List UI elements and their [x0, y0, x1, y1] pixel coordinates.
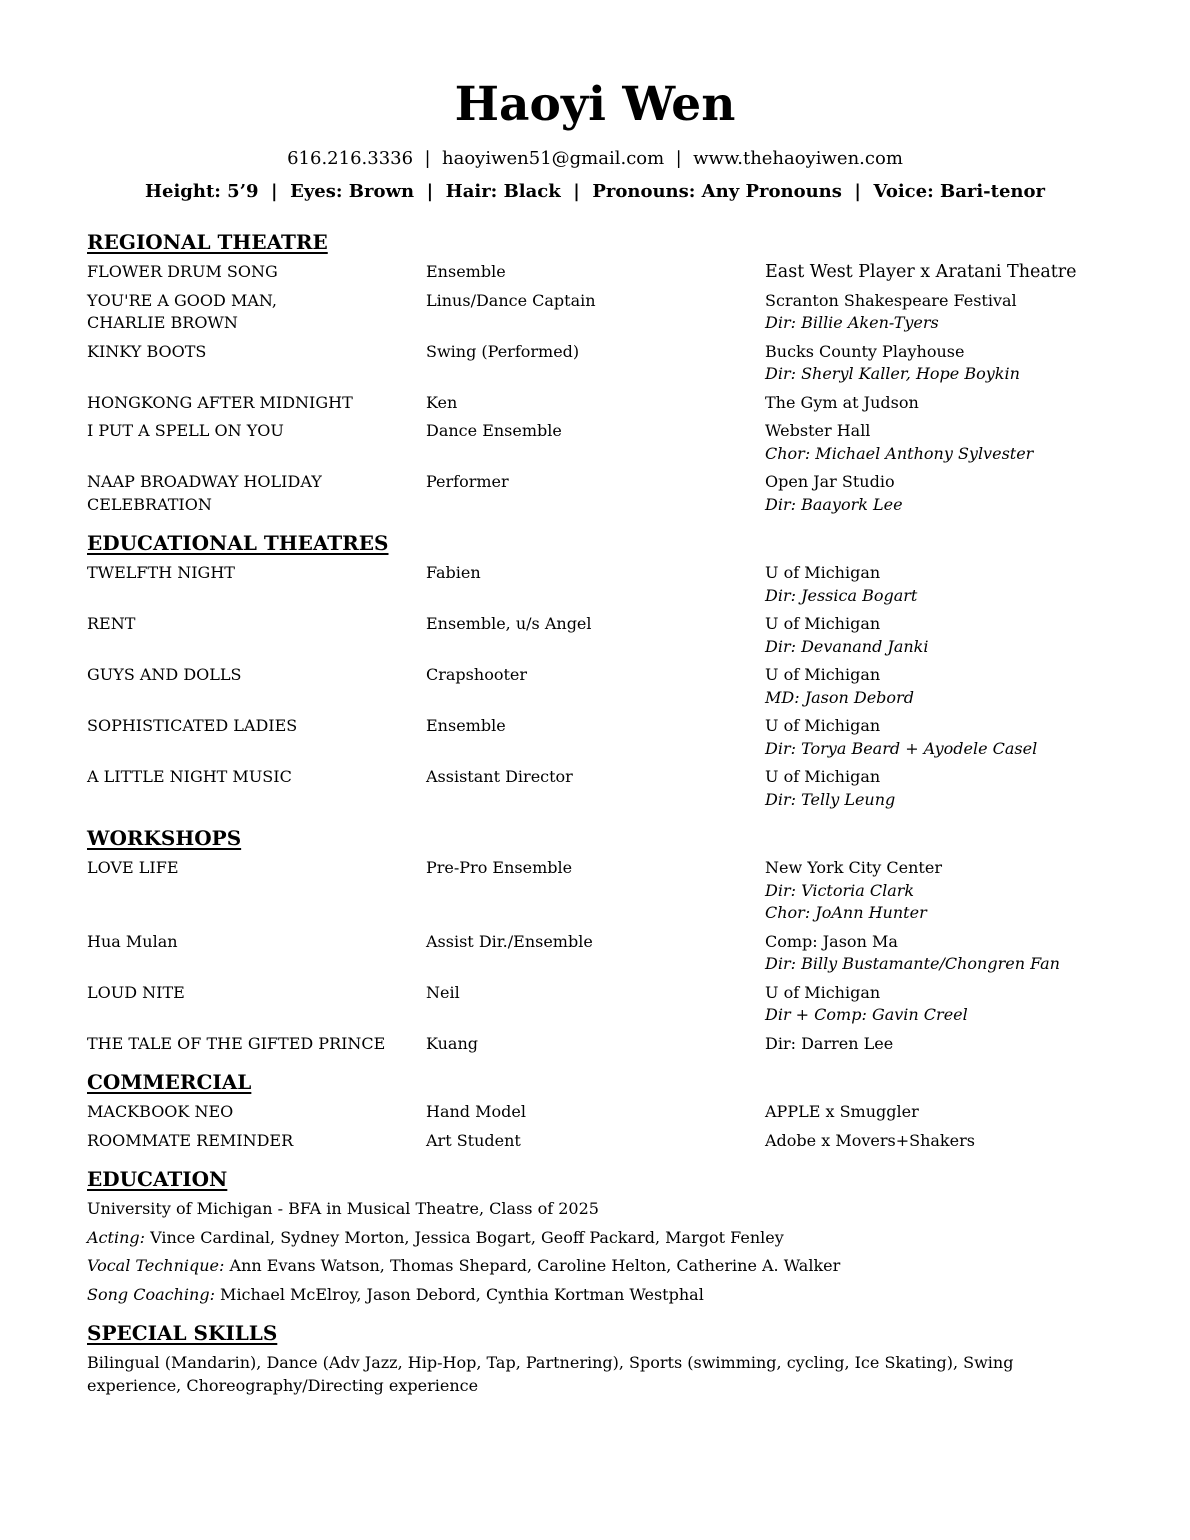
credit-show-line: CHARLIE BROWN: [87, 313, 238, 332]
credit-row: [87, 471, 1107, 516]
credit-row: [87, 857, 1107, 925]
section-title: REGIONAL THEATRE: [87, 230, 328, 254]
credit-show: I PUT A SPELL ON YOU: [87, 421, 284, 440]
credit-role: Crapshooter: [426, 665, 527, 684]
venue-name: U of Michigan: [765, 665, 881, 684]
section-title: WORKSHOPS: [87, 826, 242, 850]
credit-show: [87, 471, 426, 516]
credit-role: Ken: [426, 392, 458, 412]
education-degree: University of Michigan - BFA in Musical Theatre, Class of 2025: [87, 1199, 599, 1218]
credit-director: Dir: Torya Beard + Ayodele Casel: [765, 738, 1038, 758]
credit-director: Dir: Baayork Lee: [765, 494, 903, 514]
section-educational-theatres: [87, 529, 1107, 811]
credit-director: Dir: Billie Aken-Tyers: [765, 313, 939, 332]
credit-row: [87, 261, 1107, 284]
credit-role: Assist Dir./Ensemble: [426, 931, 593, 951]
venue-name: Bucks County Playhouse: [765, 341, 965, 361]
section-title: SPECIAL SKILLS: [87, 1321, 278, 1345]
credit-venue: [765, 931, 1107, 976]
credit-venue: [765, 341, 1107, 386]
credit-show-line: CELEBRATION: [87, 494, 212, 514]
credit-role: Ensemble: [426, 262, 506, 281]
credit-row: [87, 664, 1107, 709]
venue-name: Webster Hall: [765, 421, 871, 440]
credit-show-line: NAAP BROADWAY HOLIDAY: [87, 472, 322, 491]
credit-role: Dance Ensemble: [426, 421, 562, 440]
credit-row: [87, 1101, 1107, 1124]
venue-name: U of Michigan: [765, 982, 881, 1002]
venue-name: New York City Center: [765, 858, 942, 877]
credit-show: SOPHISTICATED LADIES: [87, 716, 298, 735]
credit-show: MACKBOOK NEO: [87, 1102, 234, 1121]
credit-show: RENT: [87, 614, 136, 633]
training-line: [87, 1284, 1107, 1307]
credit-show: KINKY BOOTS: [87, 341, 207, 361]
credit-show: Hua Mulan: [87, 931, 178, 951]
credit-venue: APPLE x Smuggler: [765, 1102, 919, 1121]
credit-venue: [765, 562, 1107, 607]
credit-venue: [765, 471, 1107, 516]
credit-venue: [765, 290, 1107, 335]
credit-venue: [765, 664, 1107, 709]
credit-director: Dir: Telly Leung: [765, 789, 896, 809]
credit-row: [87, 420, 1107, 465]
credit-row: [87, 562, 1107, 607]
training-label: Acting:: [87, 1227, 145, 1247]
credit-choreographer: Chor: JoAnn Hunter: [765, 903, 927, 922]
section-regional-theatre: [87, 228, 1107, 516]
credit-director: Dir: Victoria Clark: [765, 880, 915, 900]
credit-show: THE TALE OF THE GIFTED PRINCE: [87, 1033, 386, 1053]
credit-venue: [765, 420, 1107, 465]
credit-role: Swing (Performed): [426, 341, 580, 361]
section-title: EDUCATION: [87, 1167, 228, 1191]
training-teachers: Michael McElroy, Jason Debord, Cynthia Kortman Westphal: [214, 1284, 704, 1304]
venue-name: Scranton Shakespeare Festival: [765, 290, 1017, 310]
training-teachers: Ann Evans Watson, Thomas Shepard, Caroline Helton, Catherine A. Walker: [224, 1256, 841, 1275]
credit-row: [87, 613, 1107, 658]
credit-venue: [765, 715, 1107, 760]
credit-director: Dir: Sheryl Kaller, Hope Boykin: [765, 364, 1020, 383]
venue-name: U of Michigan: [765, 767, 881, 786]
resume-name: Haoyi Wen: [454, 77, 736, 132]
credit-role: Kuang: [426, 1033, 478, 1053]
credit-row: [87, 982, 1107, 1027]
credit-show: GUYS AND DOLLS: [87, 665, 242, 684]
credit-show: LOUD NITE: [87, 982, 185, 1002]
section-special-skills: [87, 1319, 1107, 1397]
credit-role: Ensemble, u/s Angel: [426, 614, 592, 633]
credit-role: Assistant Director: [426, 767, 573, 786]
credit-show: [87, 290, 426, 335]
venue-name: U of Michigan: [765, 614, 881, 633]
credit-show-line: YOU'RE A GOOD MAN,: [87, 290, 277, 310]
credit-role: Neil: [426, 982, 460, 1002]
credit-row: [87, 766, 1107, 811]
credit-role: Art Student: [426, 1130, 521, 1150]
credit-music-director: MD: Jason Debord: [765, 687, 914, 707]
credit-show: TWELFTH NIGHT: [87, 563, 235, 582]
credit-venue: [765, 766, 1107, 811]
credit-venue: [765, 982, 1107, 1027]
resume-content: [87, 228, 1107, 1403]
training-line: [87, 1227, 1107, 1250]
credit-show: A LITTLE NIGHT MUSIC: [87, 767, 292, 786]
credit-venue: The Gym at Judson: [765, 392, 919, 412]
credit-choreographer: Chor: Michael Anthony Sylvester: [765, 443, 1034, 463]
venue-name: Comp: Jason Ma: [765, 931, 898, 951]
section-commercial: [87, 1068, 1107, 1152]
credit-venue: [765, 857, 1107, 925]
training-label: Vocal Technique:: [87, 1256, 225, 1275]
section-title: COMMERCIAL: [87, 1070, 252, 1094]
contact-line: 616.216.3336 | haoyiwen51@gmail.com | www.thehaoyiwen.com: [287, 148, 903, 169]
credit-row: [87, 1033, 1107, 1056]
skills-text: Bilingual (Mandarin), Dance (Adv Jazz, Hip-Hop, Tap, Partnering), Sports (swimming, cycling, Ice Skating), Swing experience, Choreography/Directing experience: [87, 1353, 1014, 1395]
credit-director: Dir + Comp: Gavin Creel: [765, 1005, 968, 1024]
credit-role: Performer: [426, 472, 509, 491]
credit-role: Linus/Dance Captain: [426, 290, 596, 310]
section-workshops: [87, 824, 1107, 1055]
credit-director: Dir: Devanand Janki: [765, 636, 929, 656]
credit-director: Dir: Billy Bustamante/Chongren Fan: [765, 954, 1060, 973]
credit-role: Fabien: [426, 563, 481, 582]
credit-show: HONGKONG AFTER MIDNIGHT: [87, 392, 353, 412]
section-title: EDUCATIONAL THEATRES: [87, 531, 389, 555]
credit-show: ROOMMATE REMINDER: [87, 1130, 294, 1150]
credit-venue: Dir: Darren Lee: [765, 1033, 894, 1053]
stats-line: Height: 5’9 | Eyes: Brown | Hair: Black | Pronouns: Any Pronouns | Voice: Bari-tenor: [144, 181, 1045, 202]
venue-name: U of Michigan: [765, 716, 881, 735]
credit-role: Ensemble: [426, 716, 506, 735]
credit-role: Hand Model: [426, 1102, 526, 1121]
venue-name: Open Jar Studio: [765, 472, 895, 491]
credit-row: [87, 392, 1107, 415]
credit-role: Pre-Pro Ensemble: [426, 858, 573, 877]
credit-director: Dir: Jessica Bogart: [765, 585, 918, 605]
training-line: [87, 1255, 1107, 1278]
credit-venue: East West Player x Aratani Theatre: [765, 262, 1077, 282]
credit-venue: [765, 613, 1107, 658]
training-teachers: Vince Cardinal, Sydney Morton, Jessica Bogart, Geoff Packard, Margot Fenley: [145, 1227, 784, 1247]
credit-row: [87, 931, 1107, 976]
credit-show: LOVE LIFE: [87, 858, 179, 877]
section-education: [87, 1165, 1107, 1306]
credit-row: [87, 1130, 1107, 1153]
credit-row: [87, 715, 1107, 760]
credit-venue: Adobe x Movers+Shakers: [765, 1130, 975, 1150]
credit-row: [87, 290, 1107, 335]
credit-row: [87, 341, 1107, 386]
credit-show: FLOWER DRUM SONG: [87, 262, 278, 281]
venue-name: U of Michigan: [765, 563, 881, 582]
training-label: Song Coaching:: [87, 1284, 215, 1304]
